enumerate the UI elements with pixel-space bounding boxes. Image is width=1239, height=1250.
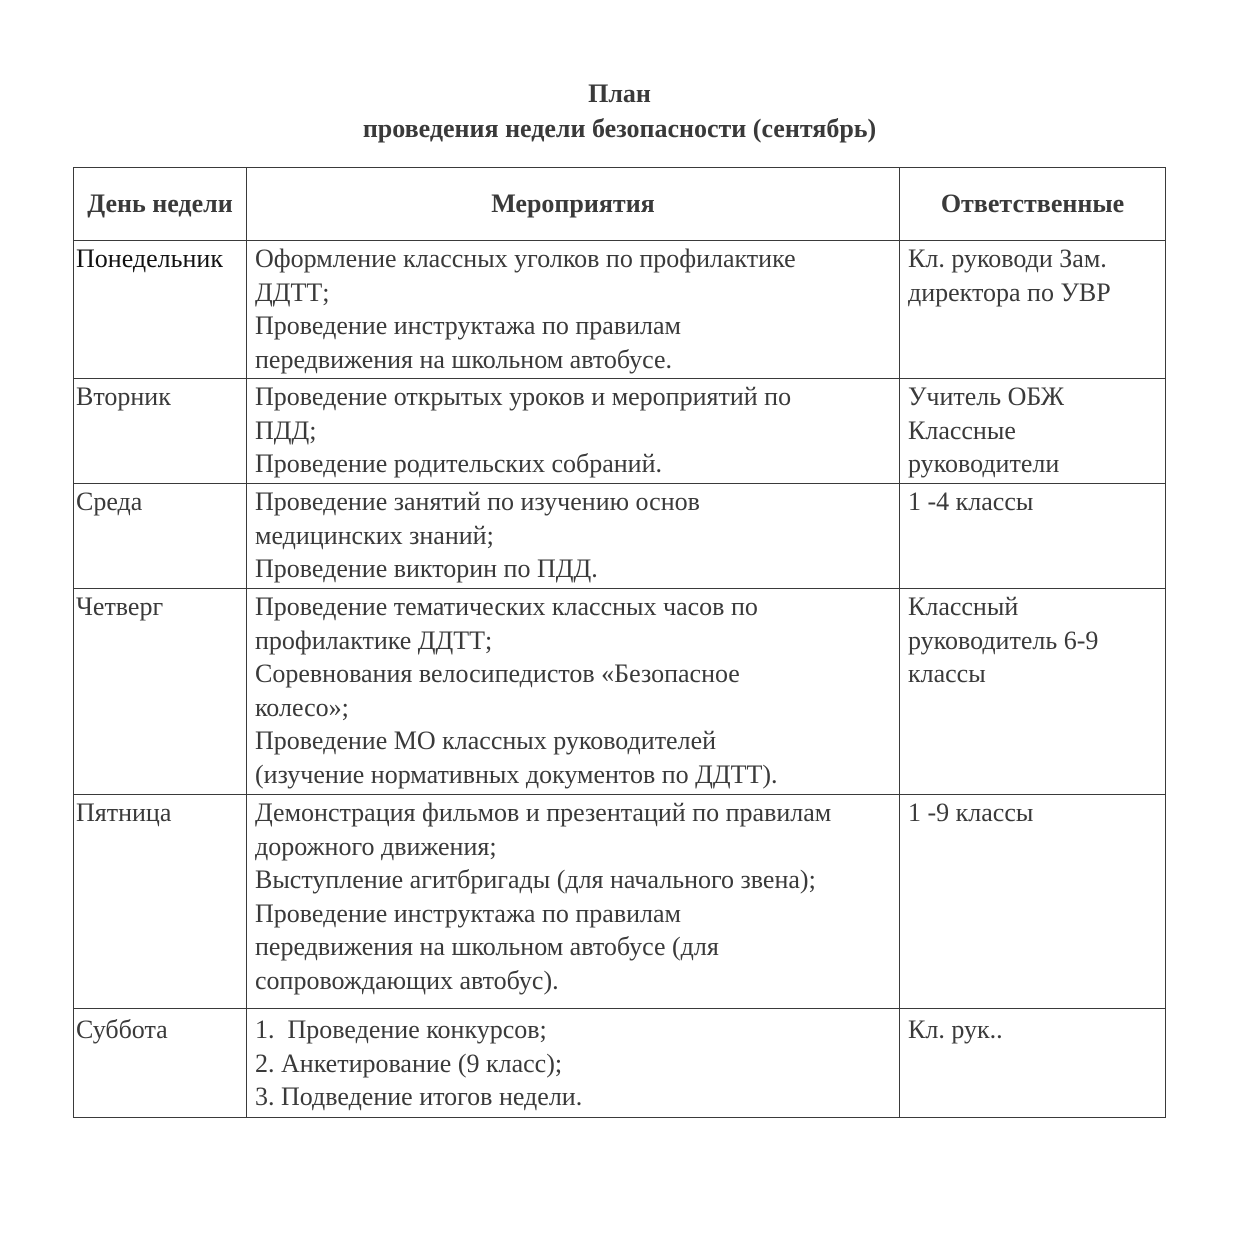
responsible-text: Учитель ОБЖ Классные руководители <box>908 382 1064 479</box>
table-header-row <box>74 168 1166 241</box>
table-row <box>74 1009 1166 1118</box>
day-cell: Вторник <box>74 379 247 484</box>
activity-line: медицинских знаний; <box>255 520 494 550</box>
responsible-text: Кл. руководи Зам. директора по УВР <box>908 244 1111 307</box>
activity-line: сопровождающих автобус). <box>255 965 559 995</box>
activity-line: дорожного движения; <box>255 831 497 861</box>
responsible-text: Кл. рук.. <box>908 1015 1003 1044</box>
table-row <box>74 379 1166 484</box>
day-cell: Понедельник <box>74 241 247 379</box>
activities-cell <box>247 379 900 484</box>
activity-line: Проведение викторин по ПДД. <box>255 554 598 584</box>
activity-line: передвижения на школьном автобусе (для <box>255 932 719 962</box>
responsible-text: 1 -9 классы <box>908 798 1034 827</box>
activities-cell <box>247 589 900 795</box>
title-line-2: проведения недели безопасности (сентябрь) <box>362 114 877 143</box>
plan-table <box>73 167 1166 1118</box>
activity-line: (изучение нормативных документов по ДДТТ). <box>255 759 778 789</box>
activity-line: ПДД; <box>255 415 317 445</box>
activities-cell <box>247 484 900 589</box>
responsible-text: Классный руководитель 6-9 классы <box>908 592 1099 689</box>
responsible-cell <box>900 484 1166 589</box>
activity-line: профилактике ДДТТ; <box>255 625 493 655</box>
table-row <box>74 589 1166 795</box>
responsible-text: 1 -4 классы <box>908 487 1034 516</box>
activities-cell <box>247 1009 900 1118</box>
activity-line: 1. Проведение конкурсов; <box>255 1015 547 1044</box>
activity-line: Проведение родительских собраний. <box>255 449 662 479</box>
responsible-cell <box>900 589 1166 795</box>
activity-line: Проведение занятий по изучению основ <box>255 487 700 516</box>
header-day: День недели <box>74 168 247 241</box>
header-activities: Мероприятия <box>247 168 900 241</box>
activity-line: Проведение инструктажа по правилам <box>255 898 681 928</box>
responsible-cell <box>900 379 1166 484</box>
activities-cell <box>247 241 900 379</box>
day-cell: Среда <box>74 484 247 589</box>
activity-line: 2. Анкетирование (9 класс); <box>255 1048 563 1078</box>
table-row <box>74 795 1166 1009</box>
header-responsible: Ответственные <box>900 168 1166 241</box>
activity-line: колесо»; <box>255 692 349 722</box>
activity-line: Демонстрация фильмов и презентаций по правилам <box>255 798 832 827</box>
activity-line: передвижения на школьном автобусе. <box>255 344 672 374</box>
activity-line: ДДТТ; <box>255 277 330 307</box>
activity-line: Проведение тематических классных часов по <box>255 592 758 621</box>
table-row <box>74 484 1166 589</box>
responsible-cell <box>900 795 1166 1009</box>
responsible-cell <box>900 1009 1166 1118</box>
activity-line: Проведение МО классных руководителей <box>255 726 717 756</box>
activity-line: 3. Подведение итогов недели. <box>255 1082 583 1112</box>
activities-cell <box>247 795 900 1009</box>
day-cell: Суббота <box>74 1009 247 1118</box>
title-line-1: План <box>588 79 651 108</box>
activity-line: Выступление агитбригады (для начального звена); <box>255 865 816 895</box>
activity-line: Проведение открытых уроков и мероприятий по <box>255 382 792 411</box>
day-cell: Пятница <box>74 795 247 1009</box>
activity-line: Проведение инструктажа по правилам <box>255 311 681 341</box>
activity-line: Оформление классных уголков по профилактике <box>255 244 796 273</box>
activity-line: Соревнования велосипедистов «Безопасное <box>255 659 740 689</box>
document-title <box>0 76 1239 146</box>
responsible-cell <box>900 241 1166 379</box>
table-row <box>74 241 1166 379</box>
day-cell: Четверг <box>74 589 247 795</box>
